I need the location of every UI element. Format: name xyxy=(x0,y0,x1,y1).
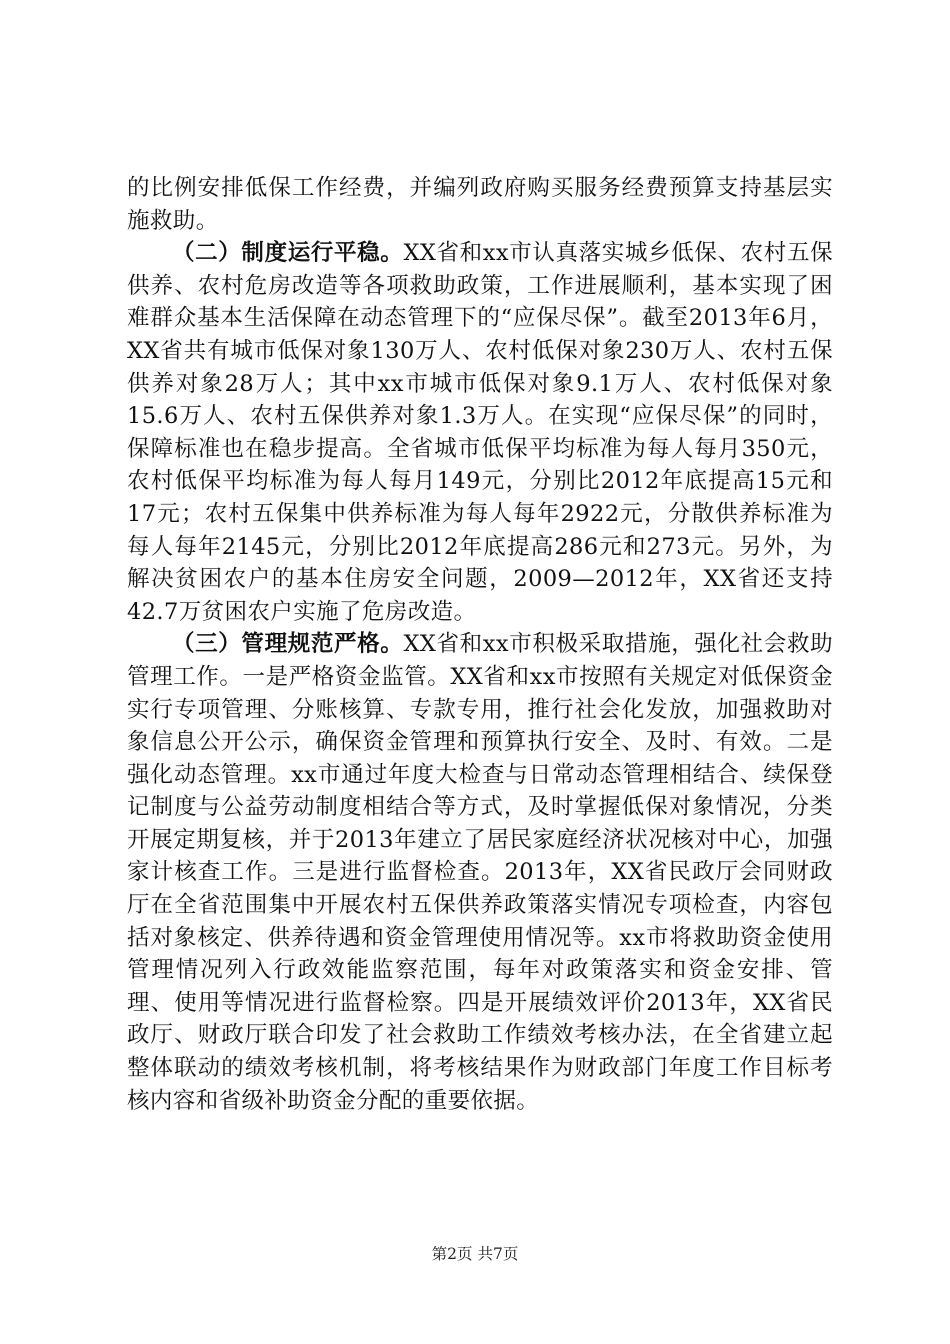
page-footer xyxy=(0,1244,950,1264)
section-heading-2: （二）制度运行平稳。 xyxy=(172,240,404,267)
section-heading-3: （三）管理规范严格。 xyxy=(172,631,404,658)
document-body xyxy=(127,172,833,1117)
page-number: 第2页 共7页 xyxy=(431,1245,519,1263)
paragraph-3-text: XX省和xx市积极采取措施，强化社会救助管理工作。一是严格资金监管。XX省和xx市按照有关规定对低保资金实行专项管理、分账核算、专款专用，推行社会化发放，加强救助对象信息公开公示，确保资金管理和预算执行安全、及时、有效。二是强化动态管理。xx市通过年度大检查与日常动态管理相结合、续保登记制度与公益劳动制度相结合等方式，及时掌握低保对象情况，分类开展定期复核，并于2013年建立了居民家庭经济状况核对中心，加强家计核查工作。三是进行监督检查。2013年，XX省民政厅会同财政厅在全省范围集中开展农村五保供养政策落实情况专项检查，内容包括对象核定、供养待遇和资金管理使用情况等。xx市将救助资金使用管理情况列入行政效能监察范围，每年对政策落实和资金安排、管理、使用等情况进行监督检察。四是开展绩效评价2013年，XX省民政厅、财政厅联合印发了社会救助工作绩效考核办法，在全省建立起整体联动的绩效考核机制，将考核结果作为财政部门年度工作目标考核内容和省级补助资金分配的重要依据。 xyxy=(127,631,833,1114)
paragraph-1-text: 的比例安排低保工作经费，并编列政府购买服务经费预算支持基层实施救助。 xyxy=(127,175,833,234)
paragraph-2 xyxy=(127,237,833,628)
paragraph-2-text: XX省和xx市认真落实城乡低保、农村五保供养、农村危房改造等各项救助政策，工作进展顺利，基本实现了困难群众基本生活保障在动态管理下的“应保尽保”。截至2013年6月，XX省共有城市低保对象130万人、农村低保对象230万人、农村五保供养对象28万人；其中xx市城市低保对象9.1万人、农村低保对象15.6万人、农村五保供养对象1.3万人。在实现“应保尽保”的同时，保障标准也在稳步提高。全省城市低保平均标准为每人每月350元，农村低保平均标准为每人每月149元，分别比2012年底提高15元和17元；农村五保集中供养标准为每人每年2922元，分散供养标准为每人每年2145元，分别比2012年底提高286元和273元。另外，为解决贫困农户的基本住房安全问题，2009—2012年，XX省还支持42.7万贫困农户实施了危房改造。 xyxy=(127,240,833,625)
paragraph-1 xyxy=(127,172,833,237)
paragraph-3 xyxy=(127,628,833,1117)
